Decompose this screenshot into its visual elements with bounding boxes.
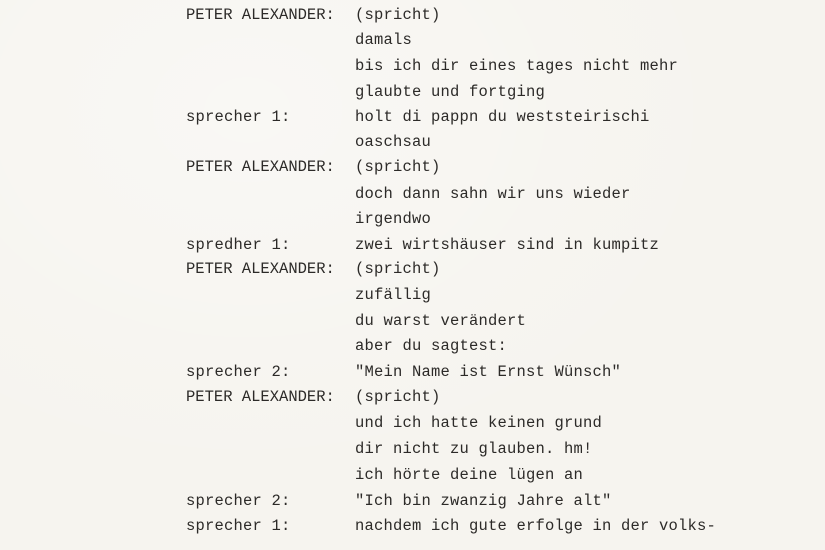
speech-text: und ich hatte keinen grund: [355, 414, 603, 432]
speaker-label: sprecher 1:: [186, 108, 291, 126]
speech-text: (spricht): [355, 6, 441, 24]
script-line: [0, 182, 825, 206]
script-line: [0, 411, 825, 435]
script-line: [0, 233, 825, 257]
speech-text: dir nicht zu glauben. hm!: [355, 440, 593, 458]
speech-text: doch dann sahn wir uns wieder: [355, 185, 631, 203]
speech-text: (spricht): [355, 388, 441, 406]
script-line: [0, 207, 825, 231]
script-line: [0, 54, 825, 78]
speaker-label: spredher 1:: [186, 236, 291, 254]
speaker-label: PETER ALEXANDER:: [186, 388, 335, 406]
speech-text: aber du sagtest:: [355, 337, 508, 355]
speaker-label: PETER ALEXANDER:: [186, 158, 335, 176]
script-line: [0, 334, 825, 358]
script-line: [0, 385, 825, 409]
script-line: [0, 437, 825, 461]
script-line: [0, 463, 825, 487]
script-line: [0, 360, 825, 384]
script-line: [0, 3, 825, 27]
speech-text: "Mein Name ist Ernst Wünsch": [355, 363, 622, 381]
script-line: [0, 489, 825, 513]
speech-text: glaubte und fortging: [355, 83, 546, 101]
speech-text: zwei wirtshäuser sind in kumpitz: [355, 236, 660, 254]
speech-text: nachdem ich gute erfolge in der volks-: [355, 517, 717, 535]
script-line: [0, 130, 825, 154]
script-line: [0, 80, 825, 104]
script-line: [0, 514, 825, 538]
speaker-label: sprecher 2:: [186, 363, 291, 381]
speech-text: (spricht): [355, 260, 441, 278]
speech-text: bis ich dir eines tages nicht mehr: [355, 57, 679, 75]
speech-text: oaschsau: [355, 133, 432, 151]
speaker-label: sprecher 1:: [186, 517, 291, 535]
speech-text: zufällig: [355, 286, 432, 304]
speech-text: damals: [355, 31, 413, 49]
speech-text: "Ich bin zwanzig Jahre alt": [355, 492, 612, 510]
speaker-label: PETER ALEXANDER:: [186, 6, 335, 24]
script-line: [0, 309, 825, 333]
script-line: [0, 28, 825, 52]
speech-text: holt di pappn du weststeirischi: [355, 108, 650, 126]
speaker-label: PETER ALEXANDER:: [186, 260, 335, 278]
script-line: [0, 105, 825, 129]
speech-text: du warst verändert: [355, 312, 527, 330]
speech-text: ich hörte deine lügen an: [355, 466, 584, 484]
script-line: [0, 283, 825, 307]
script-line: [0, 155, 825, 179]
speech-text: (spricht): [355, 158, 441, 176]
script-line: [0, 257, 825, 281]
speaker-label: sprecher 2:: [186, 492, 291, 510]
speech-text: irgendwo: [355, 210, 432, 228]
